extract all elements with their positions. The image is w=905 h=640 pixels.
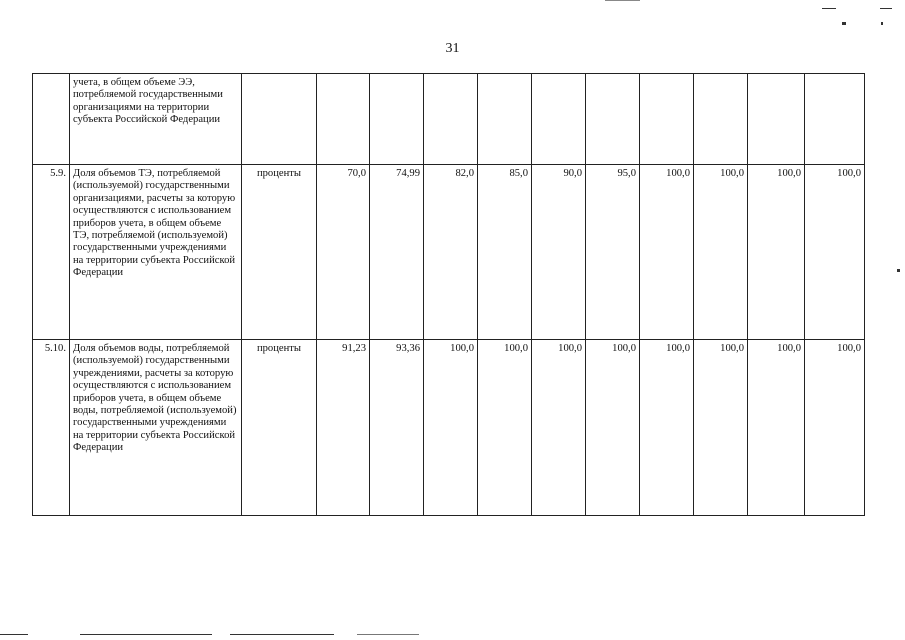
value-cell: 85,0 [478, 165, 532, 340]
page-number: 31 [445, 41, 460, 56]
scan-artifact-line [80, 634, 212, 635]
row-number: 5.10. [33, 340, 70, 516]
indicator-description: Доля объемов ТЭ, потребляемой (используемой) государственными организациями, расчеты за которую осуществляются с использованием приборов учета, в общем объеме ТЭ, потребляемой (используемой) государственными учреждениями на территории субъекта Российской Федерации [70, 165, 242, 340]
value-cell [805, 74, 865, 165]
scan-artifact-line [0, 634, 28, 635]
scan-artifact-dot [897, 269, 900, 272]
value-cell [424, 74, 478, 165]
value-cell: 90,0 [532, 165, 586, 340]
scan-artifact-dot [842, 22, 846, 25]
value-cell: 100,0 [640, 165, 694, 340]
value-cell: 100,0 [805, 165, 865, 340]
scan-artifact-line [357, 634, 419, 635]
unit-cell [242, 74, 317, 165]
value-cell [532, 74, 586, 165]
indicator-description: Доля объемов воды, потребляемой (используемой) государственными учреждениями, расчеты за которую осуществляются с использованием приборов учета, в общем объеме воды, потребляемой (используемой) государственными учреждениями на территории субъекта Российской Федерации [70, 340, 242, 516]
indicators-table [32, 73, 865, 516]
value-cell: 100,0 [748, 165, 805, 340]
value-cell [317, 74, 370, 165]
table-row [33, 74, 865, 165]
value-cell [694, 74, 748, 165]
value-cell: 100,0 [478, 340, 532, 516]
value-cell: 100,0 [586, 340, 640, 516]
value-cell: 100,0 [424, 340, 478, 516]
indicator-description: учета, в общем объеме ЭЭ, потребляемой государственными организациями на территории субъекта Российской Федерации [70, 74, 242, 165]
value-cell: 95,0 [586, 165, 640, 340]
value-cell [640, 74, 694, 165]
value-cell [748, 74, 805, 165]
value-cell: 100,0 [748, 340, 805, 516]
scan-artifact-line [605, 0, 640, 1]
value-cell: 93,36 [370, 340, 424, 516]
value-cell [478, 74, 532, 165]
row-number [33, 74, 70, 165]
table-row [33, 165, 865, 340]
value-cell: 70,0 [317, 165, 370, 340]
value-cell: 82,0 [424, 165, 478, 340]
unit-cell: проценты [242, 165, 317, 340]
value-cell [586, 74, 640, 165]
value-cell: 91,23 [317, 340, 370, 516]
value-cell: 100,0 [694, 165, 748, 340]
value-cell: 100,0 [532, 340, 586, 516]
scan-artifact-line [230, 634, 334, 635]
unit-cell: проценты [242, 340, 317, 516]
value-cell: 100,0 [805, 340, 865, 516]
value-cell: 74,99 [370, 165, 424, 340]
table-row [33, 340, 865, 516]
value-cell: 100,0 [694, 340, 748, 516]
scan-artifact-line [880, 8, 892, 9]
value-cell: 100,0 [640, 340, 694, 516]
row-number: 5.9. [33, 165, 70, 340]
scan-artifact-line [822, 8, 836, 9]
value-cell [370, 74, 424, 165]
scan-artifact-dot [881, 22, 883, 25]
